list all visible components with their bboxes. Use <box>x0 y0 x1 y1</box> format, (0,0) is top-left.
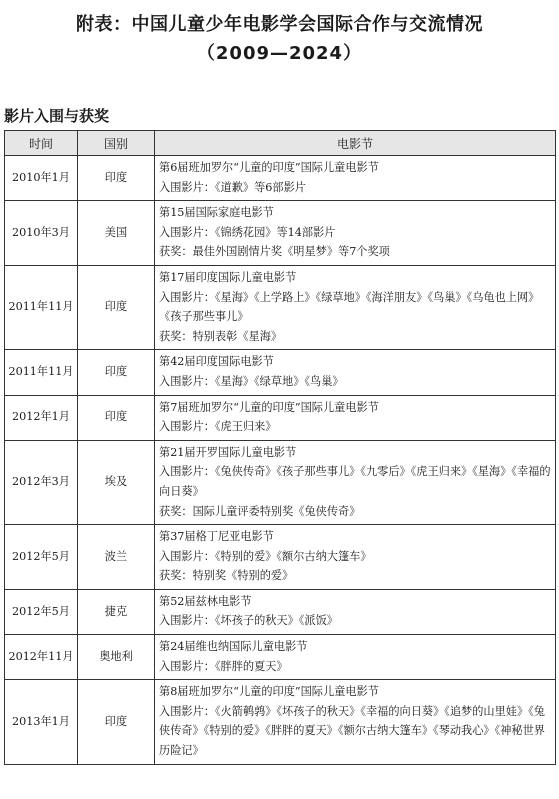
table-header-row <box>5 131 556 156</box>
festival-line: 第15届国际家庭电影节 <box>159 206 274 220</box>
festival-line: 获奖：国际儿童评委特别奖《兔侠传奇》 <box>159 504 361 518</box>
festival-line: 第21届开罗国际儿童电影节 <box>159 445 297 459</box>
festival-line: 入围影片：《兔侠传奇》《孩子那些事儿》《九零后》《虎王归来》《星海》《幸福的向日葵》 <box>159 465 551 498</box>
festival-line: 入围影片：《胖胖的夏天》 <box>159 659 288 673</box>
festival-line: 入围影片：《坏孩子的秋天》《派饭》 <box>159 614 338 628</box>
cell-country: 奥地利 <box>78 635 155 680</box>
festival-line: 第37届格丁尼亚电影节 <box>159 530 274 544</box>
cell-festival <box>155 589 556 634</box>
cell-time: 2012年3月 <box>5 440 78 524</box>
festival-line: 第8届班加罗尔“儿童的印度”国际儿童电影节 <box>159 685 379 699</box>
cell-time: 2013年1月 <box>5 680 78 764</box>
document-subtitle: （2009—2024） <box>196 43 363 64</box>
cell-time: 2010年3月 <box>5 201 78 266</box>
cell-festival <box>155 525 556 590</box>
cell-time: 2012年5月 <box>5 525 78 590</box>
festival-line: 入围影片：《星海》《绿草地》《鸟巢》 <box>159 374 344 388</box>
table-row <box>5 680 556 764</box>
festival-table <box>4 130 556 765</box>
cell-country: 美国 <box>78 201 155 266</box>
cell-festival <box>155 680 556 764</box>
table-body <box>5 156 556 765</box>
document-title: 附表：中国儿童少年电影学会国际合作与交流情况 <box>76 14 483 35</box>
festival-line: 获奖：最佳外国剧情片奖《明星梦》等7个奖项 <box>159 245 390 259</box>
festival-line: 第7届班加罗尔“儿童的印度”国际儿童电影节 <box>159 400 379 414</box>
festival-line: 获奖：特别奖《特别的爱》 <box>159 569 294 583</box>
table-row <box>5 395 556 440</box>
header-time: 时间 <box>5 131 78 156</box>
table-row <box>5 525 556 590</box>
cell-time: 2012年11月 <box>5 635 78 680</box>
cell-time: 2011年11月 <box>5 265 78 349</box>
table-row <box>5 156 556 201</box>
festival-line: 入围影片：《特别的爱》《额尔古纳大篷车》 <box>159 549 372 563</box>
cell-country: 印度 <box>78 350 155 395</box>
cell-time: 2010年1月 <box>5 156 78 201</box>
table-row <box>5 350 556 395</box>
cell-country: 埃及 <box>78 440 155 524</box>
festival-line: 入围影片：《星海》《上学路上》《绿草地》《海洋朋友》《鸟巢》《乌龟也上网》《孩子那些事儿》 <box>159 290 540 324</box>
cell-time: 2011年11月 <box>5 350 78 395</box>
header-festival: 电影节 <box>155 131 556 156</box>
table-row <box>5 635 556 680</box>
festival-line: 第52届兹林电影节 <box>159 594 252 608</box>
table-row <box>5 265 556 349</box>
cell-country: 印度 <box>78 156 155 201</box>
festival-line: 入围影片：《道歉》等6部影片 <box>159 180 306 194</box>
festival-line: 获奖：特别表彰《星海》 <box>159 329 283 343</box>
cell-country: 波兰 <box>78 525 155 590</box>
cell-time: 2012年1月 <box>5 395 78 440</box>
cell-country: 印度 <box>78 680 155 764</box>
festival-line: 入围影片：《火箭鹌鹑》《坏孩子的秋天》《幸福的向日葵》《追梦的山里娃》《兔侠传奇》《特别的爱》《胖胖的夏天》《额尔古纳大篷车》《琴动我心》《神秘世界历险记》 <box>159 704 545 758</box>
festival-line: 第17届印度国际儿童电影节 <box>159 270 297 284</box>
table-row <box>5 440 556 524</box>
cell-country: 印度 <box>78 395 155 440</box>
cell-time: 2012年5月 <box>5 589 78 634</box>
table-row <box>5 589 556 634</box>
cell-festival <box>155 265 556 349</box>
festival-line: 入围影片：《虎王归来》 <box>159 420 277 434</box>
section-heading: 影片入围与获奖 <box>4 107 110 125</box>
festival-line: 第6届班加罗尔“儿童的印度”国际儿童电影节 <box>159 161 379 174</box>
header-country: 国别 <box>78 131 155 156</box>
cell-country: 印度 <box>78 265 155 349</box>
cell-festival <box>155 395 556 440</box>
cell-country: 捷克 <box>78 589 155 634</box>
table-row <box>5 201 556 266</box>
cell-festival <box>155 440 556 524</box>
cell-festival <box>155 350 556 395</box>
festival-line: 第24届维也纳国际儿童电影节 <box>159 640 308 654</box>
cell-festival <box>155 156 556 201</box>
cell-festival <box>155 635 556 680</box>
festival-line: 入围影片：《锦绣花园》等14部影片 <box>159 225 336 239</box>
cell-festival <box>155 201 556 266</box>
festival-line: 第42届印度国际电影节 <box>159 355 274 369</box>
